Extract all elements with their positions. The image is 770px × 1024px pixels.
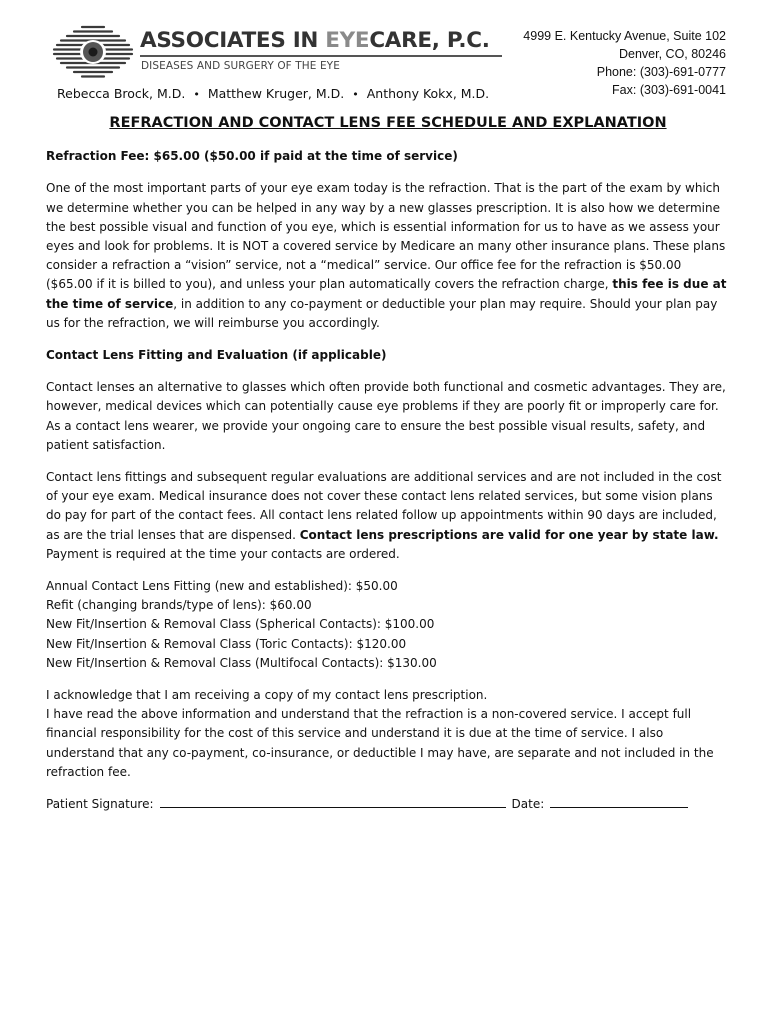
fee-item: Refit (changing brands/type of lens): $60.00: [46, 598, 312, 613]
address-fax: Fax: (303)-691-0041: [612, 83, 726, 97]
practice-address: [523, 27, 726, 99]
signature-label: Patient Signature:: [46, 797, 154, 812]
eye-logo-icon: [52, 24, 134, 80]
date-label: Date:: [511, 797, 545, 812]
separator-bullet: •: [193, 88, 200, 101]
contact-lens-paragraph-1: Contact lenses an alternative to glasses which often provide both functional and cosmetic advantages. They are, however, medical devices which can potentially cause eye problems if they are poorly fit or improperly care for. As a contact lens wearer, we provide your ongoing care to ensure the best possible visual results, safety, and patient satisfaction.: [46, 380, 726, 452]
practice-logo: [52, 22, 512, 82]
doctor-name: Anthony Kokx, M.D.: [366, 86, 490, 101]
acknowledgement: [46, 686, 730, 782]
refraction-fee-heading: Refraction Fee: $65.00 ($50.00 if paid at the time of service): [46, 149, 458, 164]
prescription-validity-emphasis: Contact lens prescriptions are valid for one year by state law.: [299, 527, 719, 542]
acknowledgement-line-1: I acknowledge that I am receiving a copy of my contact lens prescription.: [46, 688, 488, 703]
fee-item: Annual Contact Lens Fitting (new and established): $50.00: [46, 579, 398, 594]
fee-item: New Fit/Insertion & Removal Class (Toric Contacts): $120.00: [46, 636, 407, 651]
signature-row: [46, 795, 730, 814]
refraction-paragraph: One of the most important parts of your eye exam today is the refraction. That is the part of the exam by which we determine whether you can be helped in any way by a new glasses prescription. It is also how we determine the best possible visual and function of you eye, which is essential information for us to have as we assess your eyes and look for problems. It is NOT a covered service by Medicare an many other insurance plans. These plans consider a refraction a “vision” service, not a “medical” service. Our office fee for the refraction is $50.00 ($65.00 if it is billed to you), and unless your plan automatically covers the refraction charge, this fee is due at the time of service, in addition to any co-payment or deductible your plan may require. Should your plan pay us for the refraction, we will reimburse you accordingly.: [46, 181, 727, 330]
doctor-list: [57, 86, 489, 101]
fee-item: New Fit/Insertion & Removal Class (Spherical Contacts): $100.00: [46, 617, 435, 632]
address-phone: Phone: (303)-691-0777: [596, 65, 726, 79]
doctor-name: Rebecca Brock, M.D.: [57, 86, 186, 101]
practice-tagline: DISEASES AND SURGERY OF THE EYE: [141, 60, 340, 72]
date-line[interactable]: [550, 795, 688, 808]
fee-item: New Fit/Insertion & Removal Class (Multifocal Contacts): $130.00: [46, 655, 437, 670]
doctor-name: Matthew Kruger, M.D.: [207, 86, 345, 101]
document-body: [46, 114, 730, 814]
fee-list: [46, 577, 730, 673]
document-title: REFRACTION AND CONTACT LENS FEE SCHEDULE AND EXPLANATION: [109, 115, 667, 131]
separator-bullet: •: [352, 88, 359, 101]
signature-line[interactable]: [160, 795, 506, 808]
address-street: 4999 E. Kentucky Avenue, Suite 102: [523, 29, 726, 43]
logo-divider: [140, 55, 502, 57]
contact-lens-paragraph-2: Contact lens fittings and subsequent regular evaluations are additional services and are not included in the cost of your eye exam. Medical insurance does not cover these contact lens related services, but some vision plans do pay for part of the contact fees. All contact lens related follow up appointments within 90 days are included, as are the trial lenses that are dispensed. Contact lens prescriptions are valid for one year by state law. Payment is required at the time your contacts are ordered.: [46, 470, 722, 561]
contact-lens-heading: Contact Lens Fitting and Evaluation (if applicable): [46, 348, 387, 363]
practice-name: ASSOCIATES IN EYECARE, P.C.: [140, 28, 490, 53]
acknowledgement-line-2: I have read the above information and understand that the refraction is a non-covered service. I accept full financial responsibility for the cost of this service and understand it is due at the time of service. I also understand that any co-payment, co-insurance, or deductible I may have, are separate and not included in the refraction fee.: [46, 707, 714, 779]
due-at-service-emphasis: this fee is due at the time of service: [46, 277, 727, 311]
address-city: Denver, CO, 80246: [618, 47, 726, 61]
